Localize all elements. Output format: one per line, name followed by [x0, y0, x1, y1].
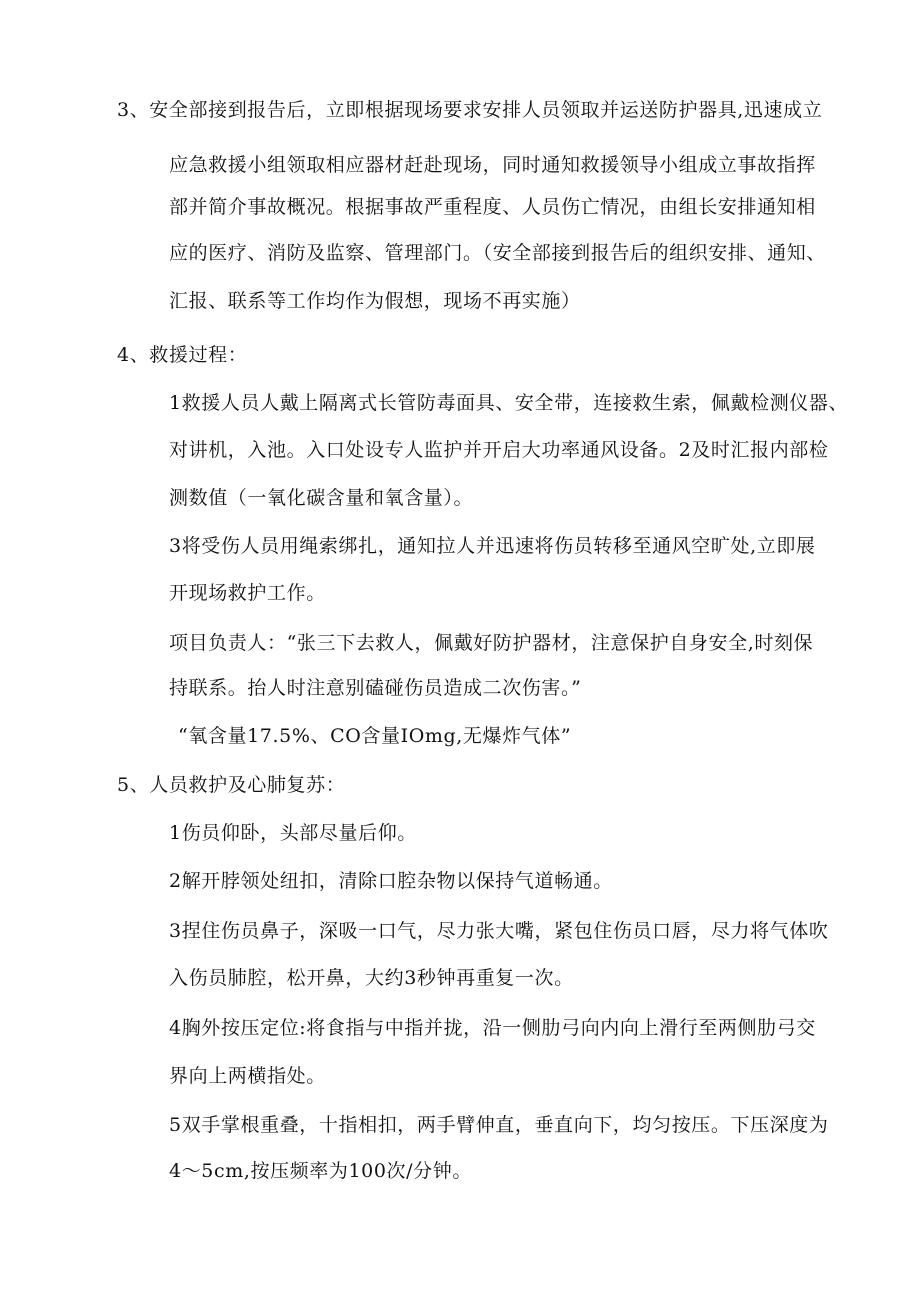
cpr-step-3-line-2: 入伤员肺腔，松开鼻，大约3秒钟再重复一次。	[169, 967, 574, 989]
gas-reading-quote: “氧含量17.5%、CO含量IOmg,无爆炸气体”	[178, 725, 572, 747]
step-4-item-1-line-1: 1救援人员人戴上隔离式长管防毒面具、安全带，连接救生索，佩戴检测仪器、	[169, 392, 849, 414]
step-3-line-3: 部并简介事故概况。根据事故严重程度、人员伤亡情况，由组长安排通知相	[169, 196, 816, 218]
step-4-heading: 4、救援过程：	[117, 344, 248, 366]
cpr-step-3-line-1: 3捏住伤员鼻子，深吸一口气，尽力张大嘴，紧包住伤员口唇，尽力将气体吹	[169, 920, 829, 942]
project-leader-line-2: 持联系。抬人时注意别磕碰伤员造成二次伤害。”	[169, 677, 582, 699]
step-3-line-1: 3、安全部接到报告后，立即根据现场要求安排人员领取并运送防护器具,迅速成立	[117, 99, 823, 121]
step-4-item-1-line-2: 对讲机，入池。入口处设专人监护并开启大功率通风设备。2及时汇报内部检	[169, 439, 829, 461]
step-3-line-5: 汇报、联系等工作均作为假想，现场不再实施）	[169, 290, 581, 312]
cpr-step-2: 2解开脖领处纽扣，清除口腔杂物以保持气道畅通。	[169, 870, 613, 892]
cpr-step-1: 1伤员仰卧，头部尽量后仰。	[169, 822, 417, 844]
cpr-step-5-line-1: 5双手掌根重叠，十指相扣，两手臂伸直，垂直向下，均匀按压。下压深度为	[169, 1114, 829, 1136]
step-4-item-2-line: 测数值（一氧化碳含量和氧含量）。	[169, 487, 474, 509]
cpr-step-4-line-1: 4胸外按压定位:将食指与中指并拢，沿一侧肋弓向内向上滑行至两侧肋弓交	[169, 1017, 816, 1039]
project-leader-line-1: 项目负责人：“张三下去救人，佩戴好防护器材，注意保护自身安全,时刻保	[169, 632, 814, 654]
step-5-heading: 5、人员救护及心肺复苏：	[117, 774, 346, 796]
step-4-item-3-line-2: 开现场救护工作。	[169, 582, 326, 604]
step-3-line-4: 应的医疗、消防及监察、管理部门。（安全部接到报告后的组织安排、通知、	[169, 242, 826, 264]
step-4-item-3-line-1: 3将受伤人员用绳索绑扎，通知拉人并迅速将伤员转移至通风空旷处,立即展	[169, 535, 816, 557]
cpr-step-4-line-2: 界向上两横指处。	[169, 1065, 326, 1087]
cpr-step-5-line-2: 4～5cm,按压频率为100次/分钟。	[169, 1160, 472, 1182]
step-3-line-2: 应急救援小组领取相应器材赶赴现场，同时通知救援领导小组成立事故指挥	[169, 154, 816, 176]
